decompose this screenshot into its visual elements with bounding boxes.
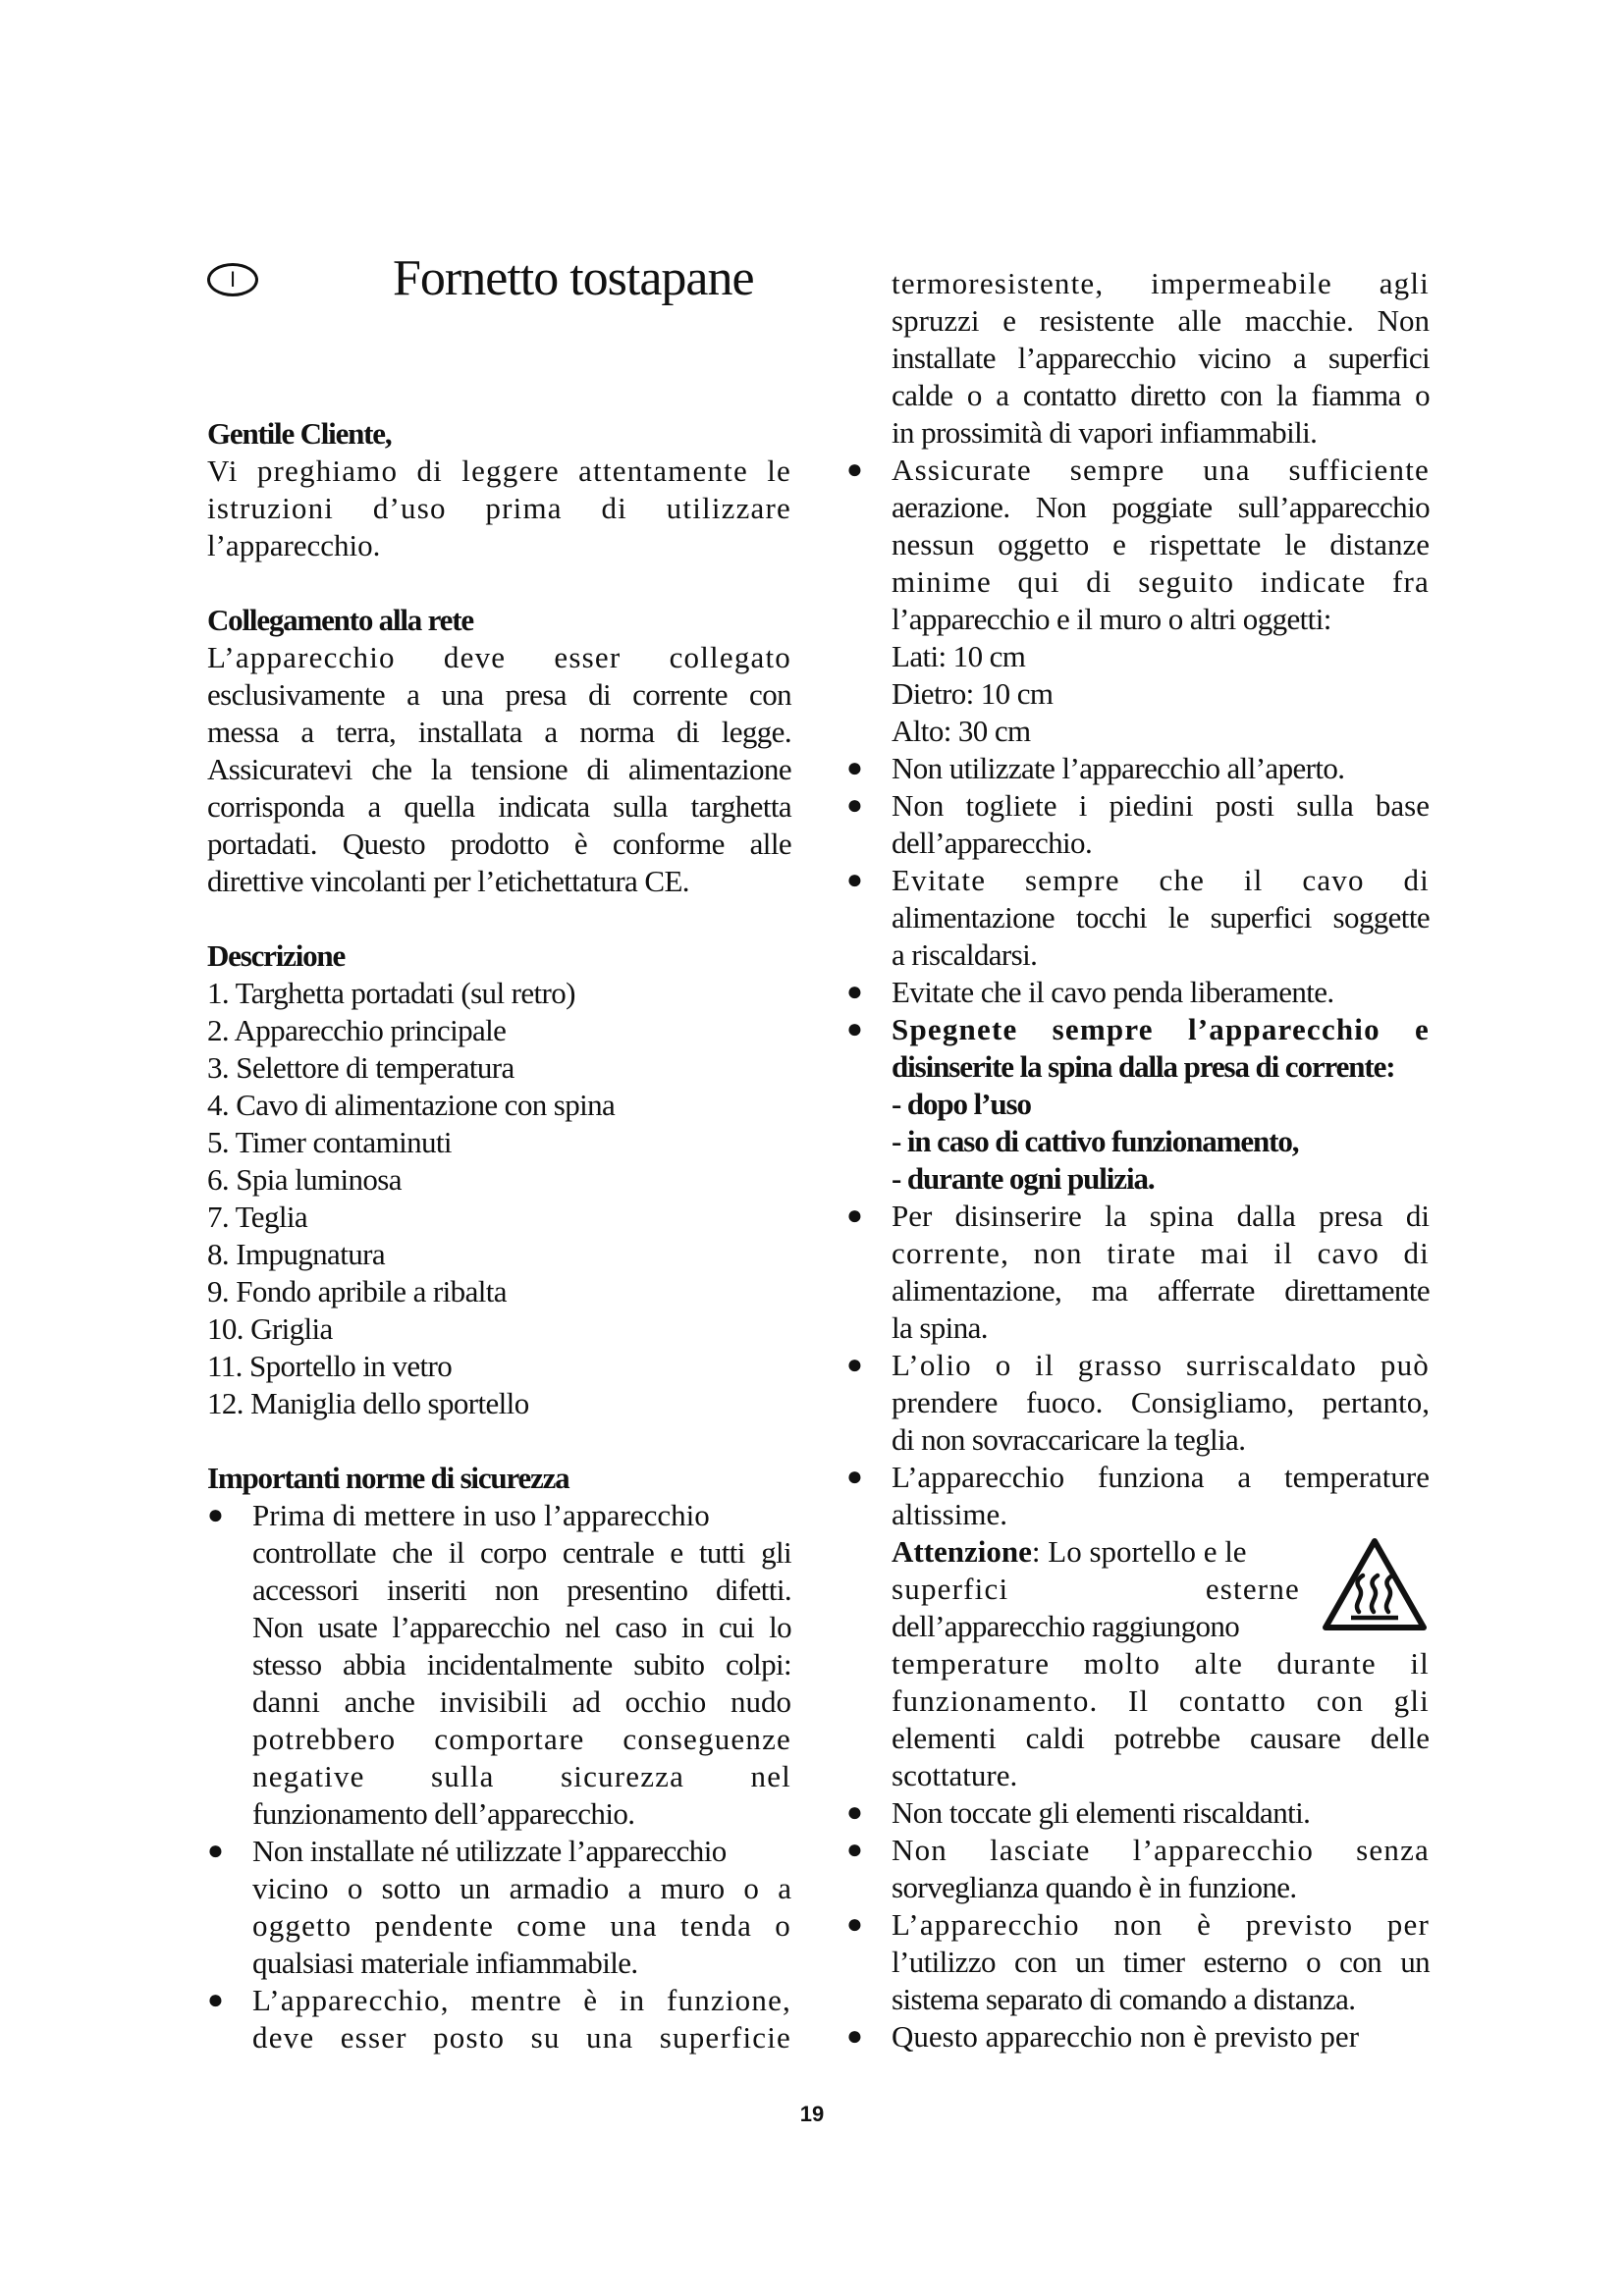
- safety-bullet: [846, 452, 1430, 489]
- bullet-icon: ●: [846, 865, 863, 895]
- connection-line: corrisponda a quella indicata sulla targhetta: [207, 789, 791, 824]
- language-badge: [207, 263, 258, 296]
- right-line: Non utilizzate l’apparecchio all’aperto.: [892, 751, 1345, 785]
- description-item: 6. Spia luminosa: [207, 1162, 402, 1197]
- safety-bullet: [846, 787, 1430, 825]
- right-line: l’utilizzo con un timer esterno o con un: [892, 1945, 1430, 1979]
- safety-bullet: [846, 1459, 1430, 1496]
- safety-bullet: [846, 1906, 1430, 1944]
- right-line: calde o a contatto diretto con la fiamma o: [892, 378, 1430, 412]
- intro-line: istruzioni d’uso prima di utilizzare: [207, 491, 791, 525]
- description-item: 1. Targhetta portadati (sul retro): [207, 976, 575, 1010]
- description-item: 4. Cavo di alimentazione con spina: [207, 1088, 616, 1122]
- hot-surface-warning-icon: [1320, 1535, 1430, 1633]
- safety-line: deve esser posto su una superficie: [252, 2020, 791, 2055]
- attention-block: [892, 1533, 1430, 1645]
- safety-line: qualsiasi materiale infiammabile.: [252, 1946, 638, 1980]
- greeting-heading: Gentile Cliente,: [207, 416, 392, 451]
- bullet-icon: ●: [846, 1835, 863, 1865]
- safety-bullet: [846, 1832, 1430, 1869]
- connection-line: L’apparecchio deve esser collegato: [207, 640, 791, 674]
- right-line: installate l’apparecchio vicino a superfici: [892, 341, 1430, 375]
- right-line: prendere fuoco. Consigliamo, pertanto,: [892, 1385, 1430, 1419]
- left-column: [207, 415, 791, 2056]
- connection-line: direttive vincolanti per l’etichettatura CE.: [207, 864, 689, 898]
- bullet-icon: ●: [846, 790, 863, 821]
- bullet-icon: ●: [207, 1985, 224, 2015]
- right-line: alimentazione, ma afferrate direttamente: [892, 1273, 1430, 1308]
- right-line: L’apparecchio funziona a temperature: [892, 1460, 1430, 1494]
- attention-label: Attenzione: [892, 1534, 1032, 1569]
- description-item: 7. Teglia: [207, 1200, 308, 1234]
- page-number: 19: [799, 2102, 825, 2126]
- right-line: in prossimità di vapori infiammabili.: [892, 415, 1318, 450]
- right-line: Evitate sempre che il cavo di: [892, 863, 1430, 897]
- bullet-icon: ●: [846, 1909, 863, 1940]
- safety-line: accessori inseriti non presentino difetti.: [252, 1573, 791, 1607]
- right-line: - in caso di cattivo funzionamento,: [892, 1124, 1299, 1158]
- description-heading: Descrizione: [207, 938, 346, 973]
- safety-line: negative sulla sicurezza nel: [252, 1759, 791, 1793]
- right-line: Non togliete i piedini posti sulla base: [892, 788, 1430, 823]
- safety-line: stesso abbia incidentalmente subito colpi:: [252, 1647, 791, 1682]
- bullet-icon: ●: [846, 454, 863, 485]
- right-line: di non sovraccaricare la teglia.: [892, 1422, 1246, 1457]
- safety-line: potrebbero comportare conseguenze: [252, 1722, 791, 1756]
- right-line: L’apparecchio non è previsto per: [892, 1907, 1430, 1942]
- bullet-icon: ●: [846, 753, 863, 783]
- safety-bullet: [207, 1497, 791, 1534]
- attention-text: temperature molto alte durante il: [892, 1646, 1430, 1681]
- safety-bullet: [846, 862, 1430, 899]
- bullet-icon: ●: [846, 1797, 863, 1828]
- safety-line: Prima di mettere in uso l’apparecchio: [252, 1498, 710, 1532]
- intro-line: l’apparecchio.: [207, 528, 381, 562]
- right-line: Per disinserire la spina dalla presa di: [892, 1199, 1430, 1233]
- right-line: L’olio o il grasso surriscaldato può: [892, 1348, 1430, 1382]
- description-item: 12. Maniglia dello sportello: [207, 1386, 529, 1420]
- safety-bullet: [846, 1198, 1430, 1235]
- bullet-icon: ●: [846, 1462, 863, 1492]
- right-line: Assicurate sempre una sufficiente: [892, 453, 1430, 487]
- attention-text: funzionamento. Il contatto con gli: [892, 1683, 1430, 1718]
- attention-text: dell’apparecchio raggiungono: [892, 1609, 1240, 1643]
- safety-bullet: [846, 750, 1430, 787]
- connection-line: portadati. Questo prodotto è conforme alle: [207, 827, 791, 861]
- connection-line: Assicuratevi che la tensione di alimentazione: [207, 752, 791, 786]
- safety-bullet: [207, 1833, 791, 1870]
- distance-item: Lati: 10 cm: [892, 639, 1026, 673]
- right-line: termoresistente, impermeabile agli: [892, 266, 1430, 300]
- safety-bullet: [846, 1347, 1430, 1384]
- safety-bullet: [846, 974, 1430, 1011]
- right-line: altissime.: [892, 1497, 1007, 1531]
- bullet-icon: ●: [207, 1500, 224, 1530]
- safety-line: Non usate l’apparecchio nel caso in cui lo: [252, 1610, 791, 1644]
- description-item: 8. Impugnatura: [207, 1237, 385, 1271]
- attention-text: elementi caldi potrebbe causare delle: [892, 1721, 1430, 1755]
- description-item: 10. Griglia: [207, 1311, 333, 1346]
- safety-line: oggetto pendente come una tenda o: [252, 1908, 791, 1943]
- right-line: Non lasciate l’apparecchio senza: [892, 1833, 1430, 1867]
- right-line: Non toccate gli elementi riscaldanti.: [892, 1795, 1311, 1830]
- safety-line: vicino o sotto un armadio a muro o a: [252, 1871, 791, 1905]
- right-line: dell’apparecchio.: [892, 826, 1093, 860]
- distance-item: Dietro: 10 cm: [892, 676, 1054, 711]
- description-item: 11. Sportello in vetro: [207, 1349, 453, 1383]
- language-code: I: [229, 267, 237, 292]
- right-line: sistema separato di comando a distanza.: [892, 1982, 1356, 2016]
- right-line: a riscaldarsi.: [892, 937, 1038, 972]
- right-line: spruzzi e resistente alle macchie. Non: [892, 303, 1430, 338]
- description-item: 9. Fondo apribile a ribalta: [207, 1274, 507, 1308]
- attention-text: superfici esterne: [892, 1572, 1300, 1606]
- right-line: - dopo l’uso: [892, 1087, 1031, 1121]
- description-item: 3. Selettore di temperatura: [207, 1050, 514, 1085]
- right-line: aerazione. Non poggiate sull’apparecchio: [892, 490, 1430, 524]
- connection-line: messa a terra, installata a norma di legge.: [207, 715, 791, 749]
- safety-heading: Importanti norme di sicurezza: [207, 1461, 569, 1495]
- safety-line: L’apparecchio, mentre è in funzione,: [252, 1983, 791, 2017]
- safety-line: Non installate né utilizzate l’apparecchio: [252, 1834, 727, 1868]
- safety-bullet: [846, 1011, 1430, 1048]
- attention-text: scottature.: [892, 1758, 1018, 1792]
- description-item: 5. Timer contaminuti: [207, 1125, 452, 1159]
- attention-text: : Lo sportello e le: [1031, 1534, 1247, 1569]
- bullet-icon: ●: [846, 2021, 863, 2052]
- right-line: la spina.: [892, 1310, 988, 1345]
- right-line: disinserite la spina dalla presa di corrente:: [892, 1049, 1395, 1084]
- safety-bullet: [846, 2018, 1430, 2056]
- page-title: Fornetto tostapane: [393, 250, 754, 306]
- connection-heading: Collegamento alla rete: [207, 603, 473, 637]
- bullet-icon: ●: [846, 1350, 863, 1380]
- safety-line: danni anche invisibili ad occhio nudo: [252, 1684, 791, 1719]
- right-line: nessun oggetto e rispettate le distanze: [892, 527, 1430, 561]
- right-line: sorveglianza quando è in funzione.: [892, 1870, 1297, 1904]
- right-line: Spegnete sempre l’apparecchio e: [892, 1012, 1430, 1046]
- bullet-icon: ●: [207, 1836, 224, 1866]
- bullet-icon: ●: [846, 1014, 863, 1044]
- distance-item: Alto: 30 cm: [892, 714, 1031, 748]
- right-line: Evitate che il cavo penda liberamente.: [892, 975, 1334, 1009]
- description-item: 2. Apparecchio principale: [207, 1013, 507, 1047]
- right-line: corrente, non tirate mai il cavo di: [892, 1236, 1430, 1270]
- right-line: Questo apparecchio non è previsto per: [892, 2019, 1360, 2054]
- bullet-icon: ●: [846, 977, 863, 1007]
- right-line: - durante ogni pulizia.: [892, 1161, 1155, 1196]
- right-line: l’apparecchio e il muro o altri oggetti:: [892, 602, 1331, 636]
- safety-line: funzionamento dell’apparecchio.: [252, 1796, 635, 1831]
- safety-bullet: [207, 1982, 791, 2019]
- safety-line: controllate che il corpo centrale e tutti gli: [252, 1535, 791, 1570]
- right-line: minime qui di seguito indicate fra: [892, 564, 1430, 599]
- right-column: [846, 265, 1430, 2056]
- connection-line: esclusivamente a una presa di corrente con: [207, 677, 791, 712]
- safety-bullet: [846, 1794, 1430, 1832]
- right-line: alimentazione tocchi le superfici soggette: [892, 900, 1430, 934]
- intro-line: Vi preghiamo di leggere attentamente le: [207, 454, 791, 488]
- bullet-icon: ●: [846, 1201, 863, 1231]
